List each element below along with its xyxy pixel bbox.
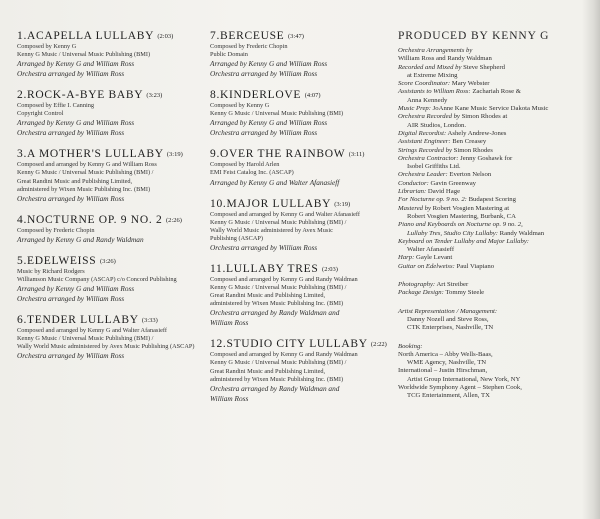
track-name: 9.OVER THE RAINBOW (210, 148, 346, 161)
tracklist-column-middle (210, 30, 390, 414)
track-duration: (3:26) (99, 257, 116, 265)
track-title (210, 30, 390, 43)
credit-person: AIR Studios, London. (407, 121, 467, 129)
credit-role: Orchestra Contractor: (398, 154, 459, 162)
credit-role: For Nocturne op. 9 no. 2: (398, 196, 467, 204)
composition-credit: Great Randini Music and Publishing Limited, (210, 367, 326, 375)
track-title (210, 338, 390, 351)
track-name: 12.STUDIO CITY LULLABY (210, 338, 368, 351)
composition-credit: Composed by Frederic Chopin (17, 226, 95, 234)
credit-role: Assistants to William Ross: (398, 88, 471, 96)
credit-line (398, 180, 584, 188)
credits-list (398, 47, 584, 401)
credit-role: Orchestra Leader: (398, 171, 448, 179)
composition-credit: administered by Wixen Music Publishing Inc. (BMI) (17, 185, 151, 193)
composition-credit: Kenny G Music / Universal Music Publishing (BMI) / (210, 359, 347, 367)
arrangement-credit: Orchestra arranged by William Ross (210, 128, 318, 138)
composition-credit: Public Domain (210, 51, 248, 59)
track-entry (17, 30, 205, 79)
credit-role: Keyboard on Tender Lullaby and Major Lullaby: (398, 237, 530, 245)
credit-line (398, 88, 584, 96)
credit-line (398, 254, 584, 262)
arrangement-credit: Arranged by Kenny G and William Ross (210, 59, 328, 69)
composition-credit: administered by Wixen Music Publishing Inc. (BMI) (210, 375, 344, 383)
credit-role: Librarian: (398, 188, 427, 196)
tracklist-column-left (17, 30, 205, 371)
credit-person: Gayle Levant (414, 254, 453, 262)
credit-person: Mary Webster (450, 80, 490, 88)
track-duration: (3:19) (334, 200, 351, 208)
credit-line (398, 246, 584, 254)
composition-credit: Composed and arranged by Kenny G and Walter Afanasieff (17, 327, 167, 335)
composition-credit: Kenny G Music / Universal Music Publishing (BMI) / (17, 335, 154, 343)
track-name: 1.ACAPELLA LULLABY (17, 30, 154, 42)
credit-person: Jenny Goshawk for (458, 154, 513, 162)
credit-role: Package Design: (398, 289, 444, 297)
credit-person: CTK Enterprises, Nashville, TN (407, 324, 494, 332)
credit-person: Steve Shepherd (461, 63, 505, 71)
arrangement-credit: William Ross (210, 318, 249, 328)
track-entry (210, 148, 390, 187)
credit-person: Artist Group International, New York, NY (407, 375, 521, 383)
credit-role: Score Coordinator: (398, 80, 451, 88)
credit-person: Paul Viapiano (454, 262, 495, 270)
track-title (17, 314, 205, 327)
composition-credit: Composed by Harold Arlen (210, 161, 280, 169)
track-title (210, 198, 390, 211)
credit-line (398, 281, 584, 289)
credit-person: Tommy Steele (443, 289, 485, 297)
composition-credit: Wally World Music administered by Avex Music Publishing (ASCAP) (17, 343, 195, 351)
credit-line (398, 376, 584, 384)
credit-line (398, 221, 584, 229)
credit-line (398, 155, 584, 163)
composition-credit: Publishing (ASCAP) (210, 234, 264, 242)
credit-role: Harp: (398, 254, 415, 262)
credit-line (398, 384, 584, 392)
credit-person: JoAnne Kane Music Service Dakota Music (431, 105, 549, 113)
track-name: 4.NOCTURNE OP. 9 NO. 2 (17, 213, 163, 226)
credits-column (398, 30, 584, 401)
credit-person: Gavin Greenway (428, 179, 477, 187)
credit-line (398, 105, 584, 113)
composition-credit: Kenny G Music / Universal Music Publishing (BMI) / (17, 169, 154, 177)
credit-role: Assistant Engineer: (398, 138, 451, 146)
track-entry (17, 148, 205, 203)
credit-line (398, 230, 584, 238)
composition-credit: Great Randini Music and Publishing Limited, (210, 292, 326, 300)
composition-credit: administered by Wixen Music Publishing Inc. (BMI) (210, 300, 344, 308)
arrangement-credit: Orchestra arranged by William Ross (17, 128, 125, 138)
credit-person: Robert Vosgien Mastering, Burbank, CA (407, 212, 516, 220)
credit-line (398, 147, 584, 155)
track-entry (210, 338, 390, 403)
credit-role: Digital Recordist: (398, 129, 447, 137)
credit-line (398, 130, 584, 138)
track-title (210, 89, 390, 102)
credit-person: Everton Nelson (447, 171, 492, 179)
credit-role: Booking: (398, 342, 423, 350)
credit-line (398, 308, 584, 316)
credit-person: Ben Creasey (450, 138, 487, 146)
credit-line (398, 316, 584, 324)
credit-line (398, 113, 584, 121)
track-entry (210, 30, 390, 79)
credit-line (398, 171, 584, 179)
credit-role: Conductor: (398, 179, 429, 187)
credit-person: Walter Afanasieff (407, 246, 455, 254)
track-duration: (3:33) (141, 317, 158, 325)
arrangement-credit: Orchestra arranged by William Ross (210, 69, 318, 79)
credit-line (398, 163, 584, 171)
credit-line (398, 238, 584, 246)
composition-credit: Kenny G Music / Universal Music Publishing (BMI) (210, 110, 344, 118)
arrangement-credit: Orchestra arranged by William Ross (17, 69, 125, 79)
track-duration: (2:03) (322, 265, 338, 273)
track-name: 5.EDELWEISS (17, 254, 97, 267)
credit-line (398, 138, 584, 146)
track-duration: (2:22) (370, 341, 387, 349)
credit-line (398, 122, 584, 130)
credit-line (398, 55, 584, 63)
credit-role: Lullaby Tres, Studio City Lullaby: (407, 229, 498, 237)
arrangement-credit: William Ross (210, 393, 249, 403)
arrangement-credit: Arranged by Kenny G and William Ross (17, 284, 135, 294)
track-name: 11.LULLABY TRES (210, 262, 319, 275)
credit-line (398, 188, 584, 196)
track-duration: (2:26) (166, 216, 182, 224)
arrangement-credit: Arranged by Kenny G and William Ross (17, 118, 135, 128)
track-title (210, 148, 390, 161)
credit-line (398, 263, 584, 271)
credits-title: PRODUCED BY KENNY G (398, 30, 550, 42)
composition-credit: Composed and arranged by Kenny G and Randy Waldman (210, 351, 358, 359)
credit-line (398, 205, 584, 213)
credit-role: Guitar on Edelweiss: (398, 262, 455, 270)
composition-credit: Copyright Control (17, 110, 64, 118)
composition-credit: Music by Richard Rodgers (17, 267, 85, 275)
credit-line (398, 213, 584, 221)
track-title (17, 148, 205, 161)
track-name: 8.KINDERLOVE (210, 89, 302, 102)
credit-person: WME Agency, Nashville, TN (407, 359, 487, 367)
credit-person: Randy Waldman (497, 229, 545, 237)
track-duration: (3:11) (348, 151, 365, 159)
track-name: 2.ROCK-A-BYE BABY (17, 89, 143, 102)
credit-line (398, 392, 584, 400)
composition-credit: Kenny G Music / Universal Music Publishing (BMI) / (210, 284, 347, 292)
arrangement-credit: Arranged by Kenny G and William Ross (17, 59, 135, 69)
credit-person: Worldwide Symphony Agent – Stephen Cook, (398, 383, 522, 391)
composition-credit: Composed and arranged by Kenny G and William Ross (17, 161, 157, 169)
credits-spacer (398, 298, 584, 308)
composition-credit: Composed by Kenny G (17, 43, 77, 50)
credit-line (398, 324, 584, 332)
composition-credit: Wally World Music administered by Avex Music (210, 226, 333, 234)
composition-credit: Composed by Frederic Chopin (210, 43, 288, 50)
track-entry (17, 214, 205, 245)
credit-role: Recorded and Mixed by (398, 63, 462, 71)
credit-person: Isobel Griffiths Ltd. (407, 163, 461, 171)
track-name: 3.A MOTHER'S LULLABY (17, 148, 164, 161)
credit-line (398, 72, 584, 80)
credit-person: David Hage (426, 188, 461, 196)
credits-spacer (398, 271, 584, 281)
track-entry (17, 255, 205, 304)
credit-person: Ashely Andrew-Jones (446, 129, 507, 137)
composition-credit: Kenny G Music / Universal Music Publishing (BMI) (17, 51, 151, 59)
track-entry (210, 263, 390, 328)
credit-line (398, 367, 584, 375)
credits-spacer (398, 333, 584, 343)
credit-person: Robert Vosgien Mastering at (431, 204, 510, 212)
credit-role: Strings Recorded by (398, 146, 452, 154)
credit-line (398, 64, 584, 72)
arrangement-credit: Orchestra arranged by Randy Waldman and (210, 383, 340, 393)
arrangement-credit: Orchestra arranged by William Ross (17, 351, 125, 361)
composition-credit: Composed by Effie I. Canning (17, 102, 95, 110)
credit-line (398, 196, 584, 204)
arrangement-credit: Orchestra arranged by Randy Waldman and (210, 308, 340, 318)
credit-line (398, 289, 584, 297)
credit-role: Mastered by (398, 204, 431, 212)
credit-line (398, 47, 584, 55)
track-duration: (3:47) (288, 33, 304, 40)
arrangement-credit: Arranged by Kenny G and Randy Waldman (17, 234, 144, 244)
credit-line (398, 351, 584, 359)
track-title (210, 263, 390, 276)
credit-person: Art Streiber (435, 281, 469, 289)
composition-credit: Composed by Kenny G (210, 102, 270, 110)
credit-person: William Ross and Randy Waldman (398, 55, 492, 63)
track-title (17, 89, 205, 102)
track-entry (210, 198, 390, 253)
credit-person: Simon Rhodes at (459, 113, 508, 121)
credit-line (398, 359, 584, 367)
track-title (17, 30, 205, 43)
credit-role: Music Prep: (398, 105, 431, 113)
track-duration: (3:19) (166, 151, 183, 159)
credit-role: Orchestra Arrangements by (398, 47, 473, 54)
credit-line (398, 97, 584, 105)
credit-line (398, 80, 584, 88)
credit-person: Budapest Scoring (466, 196, 516, 204)
track-entry (17, 89, 205, 138)
track-name: 6.TENDER LULLABY (17, 314, 139, 327)
track-name: 10.MAJOR LULLABY (210, 197, 331, 210)
credit-person: Simon Rhodes (451, 146, 493, 154)
credit-role: Photography: (398, 281, 436, 289)
credit-person: Danny Nozell and Steve Ross, (407, 315, 489, 323)
credit-person: Anna Kennedy (407, 96, 448, 104)
composition-credit: Composed and arranged by Kenny G and Walter Afanasieff (210, 210, 360, 218)
credit-person: North America – Abby Wells-Baas, (398, 350, 493, 358)
track-duration: (4:07) (304, 92, 321, 100)
credit-person: Zachariah Rose & (470, 88, 521, 96)
credit-line (398, 343, 584, 351)
credit-person: TCG Entertainment, Allen, TX (407, 392, 490, 400)
composition-credit: EMI Feist Catalog Inc. (ASCAP) (210, 169, 294, 177)
arrangement-credit: Arranged by Kenny G and Walter Afanasieff (210, 177, 340, 187)
credit-role: Orchestra Recorded by (398, 113, 460, 121)
credit-role: Piano and Keyboards on Nocturne op. 9 no. 2, (398, 221, 523, 229)
credit-role: Artist Representation / Management: (398, 307, 498, 315)
arrangement-credit: Orchestra arranged by William Ross (210, 242, 318, 252)
track-title (17, 255, 205, 268)
track-duration: (3:23) (146, 92, 163, 100)
track-name: 7.BERCEUSE (210, 30, 285, 42)
composition-credit: Great Randini Music and Publishing Limited, (17, 177, 133, 185)
track-entry (17, 314, 205, 361)
credit-person: International – Justin Hirschman, (398, 367, 488, 375)
track-title (17, 214, 205, 227)
composition-credit: Kenny G Music / Universal Music Publishing (BMI) / (210, 218, 347, 226)
track-duration: (2:03) (157, 33, 174, 40)
arrangement-credit: Orchestra arranged by William Ross (17, 294, 125, 304)
track-entry (210, 89, 390, 138)
credit-person: at Extreme Mixing (407, 71, 458, 79)
composition-credit: Williamson Music Company (ASCAP) c/o Concord Publishing (17, 275, 177, 283)
composition-credit: Composed and arranged by Kenny G and Randy Waldman (210, 275, 358, 283)
arrangement-credit: Orchestra arranged by William Ross (17, 193, 125, 203)
arrangement-credit: Arranged by Kenny G and William Ross (210, 118, 328, 128)
